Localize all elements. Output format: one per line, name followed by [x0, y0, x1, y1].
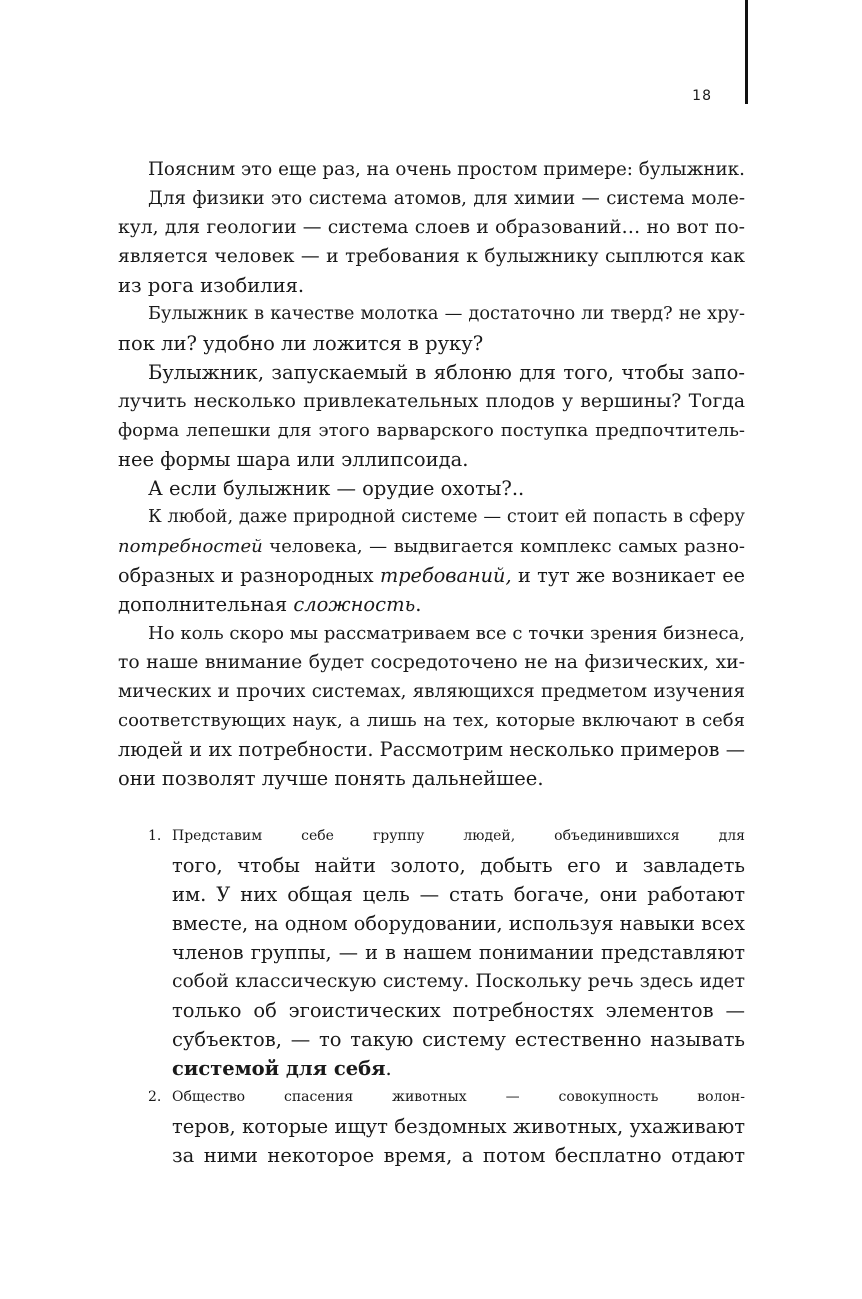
emphasis-text: требований, — [379, 564, 512, 587]
list-item-line: 1. Представим себе группу людей, объединившихся для — [148, 828, 745, 844]
list-item-line: субъектов, — то такую систему естественно называть — [172, 1028, 745, 1051]
paragraph-line: из рога изобилия. — [118, 274, 305, 297]
paragraph-line: Для физики это система атомов, для химии — система моле- — [148, 188, 745, 209]
paragraph-line: нее формы шара или эллипсоида. — [118, 448, 469, 471]
paragraph-line — [118, 532, 745, 561]
paragraph-line: Поясним это еще раз, на очень простом примере: булыжник. — [148, 159, 745, 180]
paragraph-line: Булыжник в качестве молотка — достаточно ли тверд? не хру- — [148, 304, 745, 324]
paragraph-line: соответствующих наук, а лишь на тех, которые включают в себя — [118, 710, 745, 731]
paragraph-line: Но коль скоро мы рассматриваем все с точки зрения бизнеса, — [148, 623, 745, 644]
paragraph-line: то наше внимание будет сосредоточено не на физических, хи- — [118, 652, 745, 673]
list-item-line: теров, которые ищут бездомных животных, ухаживают — [172, 1115, 745, 1138]
list-item-line: вместе, на одном оборудовании, используя навыки всех — [172, 912, 745, 935]
text-span: образных и разнородных — [118, 564, 380, 587]
paragraph-line: мических и прочих системах, являющихся предметом изучения — [118, 681, 745, 702]
paragraph-line — [118, 561, 745, 590]
emphasis-text: потребностей — [118, 536, 263, 557]
paragraph-line: пок ли? удобно ли ложится в руку? — [118, 332, 484, 355]
body-text — [118, 155, 745, 1170]
page-number: 18 — [692, 88, 712, 104]
paragraph-line: форма лепешки для этого варварского поступка предпочтитель- — [118, 420, 745, 441]
text-span: Представим себе группу людей, объединившихся для — [172, 828, 745, 844]
paragraph-line: людей и их потребности. Рассмотрим несколько примеров — — [118, 738, 745, 761]
paragraph-line: кул, для геологии — система слоев и образований… но вот по- — [118, 217, 745, 238]
paragraph-line: является человек — и требования к булыжнику сыплются как — [118, 246, 745, 267]
paragraph-line: они позволят лучше понять дальнейшее. — [118, 767, 544, 790]
text-span: дополнительная — [118, 593, 294, 616]
list-item-line: того, чтобы найти золото, добыть его и завладеть — [172, 854, 745, 877]
text-span: . — [415, 593, 422, 616]
paragraph-line: К любой, даже природной системе — стоит ей попасть в сферу — [148, 507, 745, 527]
bold-term: системой для себя — [172, 1057, 386, 1080]
paragraph-line: лучить несколько привлекательных плодов у вершины? Тогда — [118, 391, 745, 412]
list-item-line: за ними некоторое время, а потом бесплатно отдают — [172, 1144, 745, 1167]
header-rule — [745, 0, 748, 104]
emphasis-text: сложность — [293, 593, 416, 616]
text-span: человека, — выдвигается комплекс самых разно- — [262, 536, 745, 557]
spacer — [118, 793, 745, 822]
list-item-line: 2. Общество спасения животных — совокупность волон- — [148, 1089, 745, 1105]
paragraph-line: Булыжник, запускаемый в яблоню для того, чтобы запо- — [148, 361, 745, 384]
text-span: и тут же возникает ее — [511, 564, 745, 587]
list-item-line — [118, 1054, 745, 1083]
list-item-line: только об эгоистических потребностях элементов — — [172, 999, 745, 1022]
text-span: Общество спасения животных — совокупность волон- — [172, 1089, 745, 1105]
list-item-line: собой классическую систему. Поскольку речь здесь идет — [172, 971, 745, 992]
paragraph-line: А если булыжник — орудие охоты?.. — [148, 477, 525, 500]
paragraph-line — [118, 590, 745, 619]
list-item-line: им. У них общая цель — стать богаче, они работают — [172, 883, 745, 906]
text-span: . — [385, 1057, 392, 1080]
list-item-line: членов группы, — и в нашем понимании представляют — [172, 941, 745, 964]
